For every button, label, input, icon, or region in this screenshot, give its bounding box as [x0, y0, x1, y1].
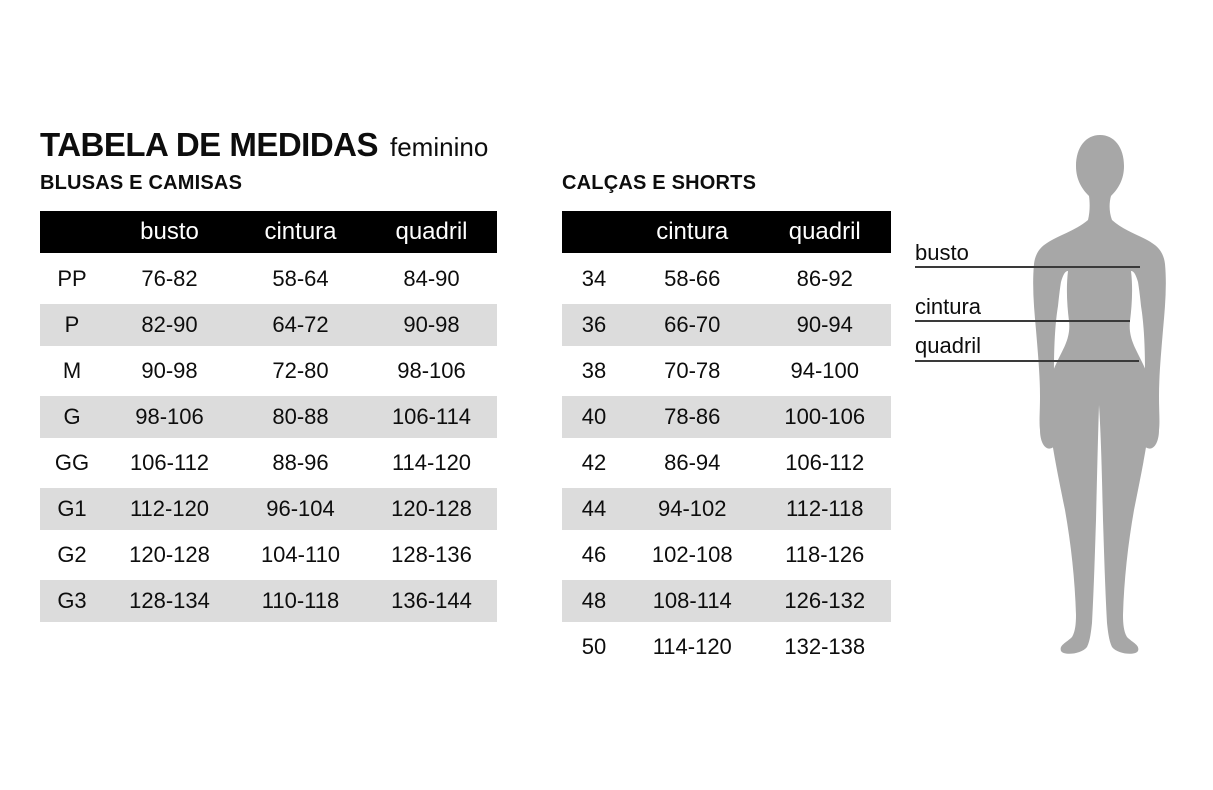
table-row: [40, 258, 497, 300]
measurement-range: 88-96: [272, 450, 329, 475]
size-label: G1: [57, 496, 87, 521]
size-label: M: [62, 358, 82, 383]
measurement-range: 112-118: [786, 496, 864, 521]
size-label: GG: [54, 450, 90, 475]
table-row: [40, 304, 497, 346]
measurement-range: 98-106: [397, 358, 466, 383]
size-label: PP: [57, 266, 87, 291]
table-row: [562, 580, 891, 622]
column-header-busto: busto: [140, 218, 199, 245]
measurement-range: 98-106: [135, 404, 204, 429]
measurement-range: 72-80: [272, 358, 329, 383]
measurement-range: 78-86: [664, 404, 721, 429]
cintura-label: cintura: [915, 294, 982, 319]
table-row: [562, 396, 891, 438]
size-label: G: [63, 404, 81, 429]
measurement-range: 128-136: [391, 542, 472, 567]
measurement-range: 96-104: [266, 496, 335, 521]
section-heading-calcas: CALÇAS E SHORTS: [562, 172, 757, 194]
size-label: 42: [581, 450, 607, 475]
female-body-silhouette-icon: [990, 124, 1210, 656]
measurement-range: 82-90: [141, 312, 198, 337]
size-label: 38: [581, 358, 607, 383]
measurement-range: 66-70: [664, 312, 721, 337]
measurement-range: 114-120: [652, 634, 732, 659]
table-row: [562, 488, 891, 530]
size-label: 48: [581, 588, 607, 613]
calcas-shorts-table: [562, 211, 891, 672]
measurement-range: 80-88: [272, 404, 329, 429]
table-row: [40, 442, 497, 484]
measurement-range: 106-114: [391, 404, 472, 429]
size-label: 36: [581, 312, 607, 337]
measurement-range: 90-98: [141, 358, 198, 383]
size-label: 34: [581, 266, 607, 291]
table-row: [562, 304, 891, 346]
measurement-range: 58-64: [272, 266, 329, 291]
table-row: [40, 396, 497, 438]
measurement-range: 112-120: [129, 496, 210, 521]
size-label: G2: [57, 542, 87, 567]
size-label: 44: [581, 496, 607, 521]
size-label: 46: [581, 542, 607, 567]
measurement-range: 94-100: [790, 358, 859, 383]
busto-label: busto: [915, 240, 969, 265]
page-subtitle: feminino: [390, 132, 489, 162]
measurement-range: 102-108: [651, 542, 733, 567]
measurement-range: 126-132: [784, 588, 866, 613]
measurement-range: 86-94: [664, 450, 721, 475]
measurement-range: 58-66: [664, 266, 721, 291]
measurement-range: 94-102: [657, 496, 727, 521]
table-row: [562, 626, 891, 668]
table-row: [40, 534, 497, 576]
measurement-range: 70-78: [664, 358, 721, 383]
measurement-range: 86-92: [796, 266, 853, 291]
table-header-row: [40, 211, 497, 253]
measurement-range: 114-120: [391, 450, 472, 475]
table-row: [562, 442, 891, 484]
size-label: G3: [57, 588, 87, 613]
table-row: [562, 350, 891, 392]
table-row: [562, 258, 891, 300]
measurement-range: 118-126: [785, 542, 865, 567]
measurement-range: 106-112: [785, 450, 865, 475]
measurement-range: 120-128: [129, 542, 210, 567]
measurement-range: 76-82: [141, 266, 198, 291]
measurement-range: 128-134: [129, 588, 210, 613]
table-row: [40, 488, 497, 530]
measurement-range: 106-112: [129, 450, 210, 475]
column-header-quadril: quadril: [788, 218, 861, 245]
measurement-range: 132-138: [784, 634, 866, 659]
quadril-label: quadril: [915, 333, 982, 358]
page-title-block: [40, 126, 488, 164]
table-header-row: [562, 211, 891, 253]
blusas-camisas-table: [40, 211, 497, 626]
size-label: 40: [581, 404, 607, 429]
measurement-range: 84-90: [403, 266, 460, 291]
measurement-range: 136-144: [391, 588, 472, 613]
measurement-range: 90-98: [403, 312, 460, 337]
size-label: P: [64, 312, 80, 337]
column-header-quadril: quadril: [395, 218, 468, 245]
quadril-guide-line: [915, 360, 1139, 362]
busto-guide-line: [915, 266, 1140, 268]
measurement-range: 64-72: [272, 312, 329, 337]
measurement-range: 104-110: [260, 542, 341, 567]
page-title: TABELA DE MEDIDAS: [40, 126, 378, 163]
measurement-range: 90-94: [796, 312, 853, 337]
column-header-cintura: cintura: [264, 218, 337, 245]
table-row: [40, 350, 497, 392]
column-header-cintura: cintura: [656, 218, 729, 245]
size-label: 50: [581, 634, 607, 659]
measurement-range: 108-114: [652, 588, 732, 613]
measurement-range: 100-106: [784, 404, 866, 429]
cintura-guide-line: [915, 320, 1130, 322]
measurement-range: 110-118: [261, 588, 340, 613]
table-row: [562, 534, 891, 576]
table-row: [40, 580, 497, 622]
measurement-range: 120-128: [391, 496, 472, 521]
section-heading-blusas: BLUSAS E CAMISAS: [40, 172, 243, 194]
